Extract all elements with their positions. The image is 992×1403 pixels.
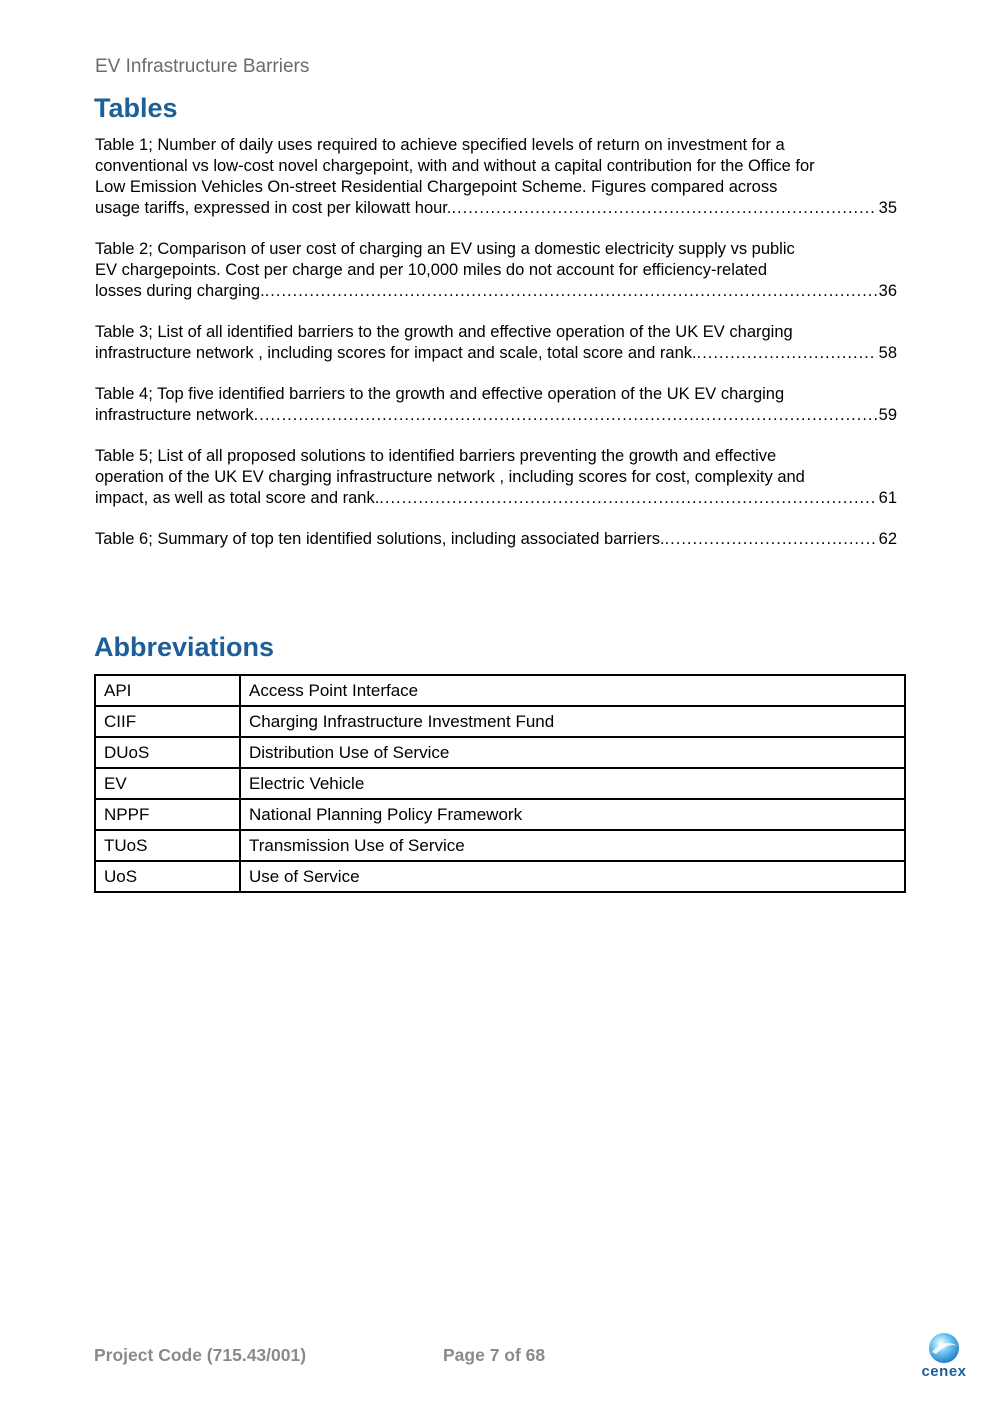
abbreviation-cell: EV (95, 768, 240, 799)
list-of-tables (95, 135, 897, 570)
abbreviation-cell: UoS (95, 861, 240, 892)
tables-heading: Tables (94, 93, 178, 123)
table-row (95, 675, 905, 706)
toc-entry-line: Table 1; Number of daily uses required to achieve specified levels of return on investment for a (95, 136, 785, 154)
toc-entry-last-line (95, 281, 897, 302)
toc-entry-text: impact, as well as total score and rank. (95, 489, 380, 507)
running-header: EV Infrastructure Barriers (95, 56, 310, 77)
table-row (95, 799, 905, 830)
table-row (95, 706, 905, 737)
toc-entry[interactable] (95, 322, 897, 364)
toc-entry-text: losses during charging. (95, 282, 265, 300)
toc-page-number: 36 (878, 282, 897, 300)
toc-entry-last-line (95, 405, 897, 426)
cenex-logo-icon (914, 1330, 974, 1366)
toc-entry[interactable] (95, 239, 897, 302)
toc-entry-last-line (95, 198, 897, 219)
toc-entry-line: Table 2; Comparison of user cost of charging an EV using a domestic electricity supply vs public (95, 240, 795, 258)
toc-entry[interactable] (95, 529, 897, 550)
table-row (95, 861, 905, 892)
abbreviation-cell: NPPF (95, 799, 240, 830)
toc-entry-line: EV chargepoints. Cost per charge and per 10,000 miles do not account for efficiency-related (95, 261, 768, 279)
table-row (95, 737, 905, 768)
abbreviations-heading: Abbreviations (94, 632, 275, 662)
toc-entry[interactable] (95, 446, 897, 509)
cenex-logo (914, 1330, 974, 1380)
toc-entry-line: conventional vs low-cost novel chargepoint, with and without a capital contribution for the Office for (95, 157, 815, 175)
toc-entry-text: infrastructure network (95, 406, 254, 424)
toc-leader-dots (665, 529, 877, 550)
table-row (95, 768, 905, 799)
abbreviation-cell: API (95, 675, 240, 706)
toc-leader-dots (379, 488, 876, 509)
toc-entry-text: Table 6; Summary of top ten identified solutions, including associated barriers. (95, 530, 665, 548)
abbreviations-table (94, 674, 906, 893)
meaning-cell: Charging Infrastructure Investment Fund (240, 706, 905, 737)
toc-leader-dots (254, 405, 877, 426)
meaning-cell: National Planning Policy Framework (240, 799, 905, 830)
logo-wordmark: cenex (921, 1363, 967, 1380)
toc-entry-line: Table 3; List of all identified barriers to the growth and effective operation of the UK EV charging (95, 323, 793, 341)
toc-page-number: 35 (878, 199, 897, 217)
meaning-cell: Transmission Use of Service (240, 830, 905, 861)
toc-page-number: 59 (878, 406, 897, 424)
meaning-cell: Use of Service (240, 861, 905, 892)
toc-page-number: 58 (878, 344, 897, 362)
toc-entry-last-line (95, 529, 897, 550)
toc-entry-line: Table 4; Top five identified barriers to the growth and effective operation of the UK EV charging (95, 385, 785, 403)
toc-entry[interactable] (95, 135, 897, 219)
toc-entry-line: Table 5; List of all proposed solutions to identified barriers preventing the growth and effective (95, 447, 777, 465)
toc-entry-line: operation of the UK EV charging infrastructure network , including scores for cost, complexity and (95, 468, 805, 486)
abbreviation-cell: CIIF (95, 706, 240, 737)
meaning-cell: Access Point Interface (240, 675, 905, 706)
toc-entry-text: infrastructure network , including scores for impact and scale, total score and rank. (95, 344, 697, 362)
project-code: Project Code (715.43/001) (94, 1345, 307, 1365)
abbreviation-cell: TUoS (95, 830, 240, 861)
toc-leader-dots (697, 343, 877, 364)
meaning-cell: Electric Vehicle (240, 768, 905, 799)
page-number: Page 7 of 68 (443, 1345, 546, 1365)
abbreviation-cell: DUoS (95, 737, 240, 768)
toc-entry[interactable] (95, 384, 897, 426)
toc-page-number: 61 (878, 489, 897, 507)
toc-entry-line: Low Emission Vehicles On-street Residential Chargepoint Scheme. Figures compared across (95, 178, 778, 196)
toc-page-number: 62 (878, 530, 897, 548)
table-row (95, 830, 905, 861)
meaning-cell: Distribution Use of Service (240, 737, 905, 768)
toc-leader-dots (451, 198, 876, 219)
toc-entry-last-line (95, 343, 897, 364)
toc-entry-last-line (95, 488, 897, 509)
toc-entry-text: usage tariffs, expressed in cost per kilowatt hour. (95, 199, 452, 217)
toc-leader-dots (265, 281, 877, 302)
